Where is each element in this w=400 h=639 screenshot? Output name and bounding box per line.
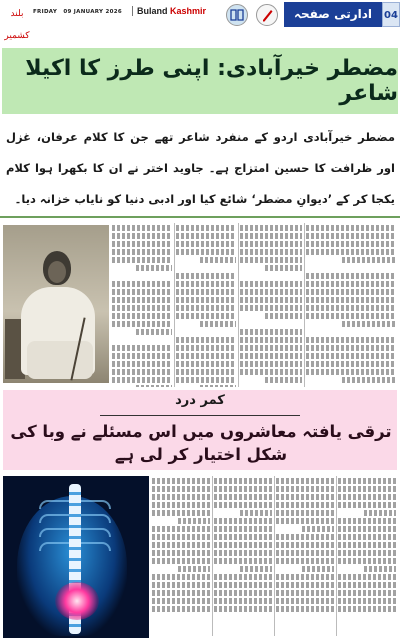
kicker-underline bbox=[100, 415, 300, 416]
column-divider bbox=[238, 223, 239, 387]
masthead bbox=[0, 0, 400, 41]
feature-kicker: کمر درد bbox=[175, 393, 225, 408]
column-divider bbox=[336, 476, 337, 636]
headline-title: مضطر خیرآبادی: اپنی طرز کا اکیلا شاعر bbox=[25, 56, 398, 106]
pen-icon bbox=[256, 4, 278, 26]
paper-name-first: Buland bbox=[137, 6, 168, 16]
issue-date bbox=[33, 9, 126, 15]
spine-xray-image bbox=[3, 476, 149, 638]
article-column bbox=[276, 476, 334, 636]
article-column bbox=[306, 223, 396, 387]
column-divider bbox=[212, 476, 213, 636]
headline-banner bbox=[2, 48, 398, 114]
article-column bbox=[152, 476, 210, 636]
section-divider bbox=[0, 216, 400, 218]
intro-paragraph: مضطر خیرآبادی اردو کے منفرد شاعر تھے جن کا کلام عرفان، غزل اور ظرافت کا حسین امتزاج ہے۔ جاوید اختر نے ان کا بکھرا ہوا کلام یکجا کر کے ’دیوانِ مضطر‘ شائع کیا اور ادبی دنیا کو نایاب خزانہ دیا۔ bbox=[6, 130, 395, 206]
column-divider bbox=[274, 476, 275, 636]
article-column bbox=[338, 476, 396, 636]
poet-portrait-photo bbox=[3, 225, 109, 383]
issue-day: FRIDAY bbox=[33, 9, 58, 15]
article-column bbox=[112, 223, 172, 387]
paper-name-second: Kashmir bbox=[170, 6, 207, 16]
article-column bbox=[214, 476, 272, 636]
article-column bbox=[176, 223, 236, 387]
column-divider bbox=[304, 223, 305, 387]
feature-headline: ترقی یافتہ معاشروں میں اس مسئلے نے وبا کی شکل اختیار کر لی ہے bbox=[10, 422, 392, 464]
column-divider bbox=[174, 223, 175, 387]
section-label: ادارتی صفحہ bbox=[284, 2, 382, 27]
article-column bbox=[240, 223, 302, 387]
page-number: 04 bbox=[382, 2, 400, 27]
masthead-icons bbox=[222, 4, 282, 26]
paper-name bbox=[132, 6, 206, 16]
book-icon bbox=[226, 4, 248, 26]
newspaper-logo[interactable]: بلند کشمیر bbox=[4, 9, 30, 41]
issue-date-text: 09 JANUARY 2026 bbox=[63, 9, 123, 15]
